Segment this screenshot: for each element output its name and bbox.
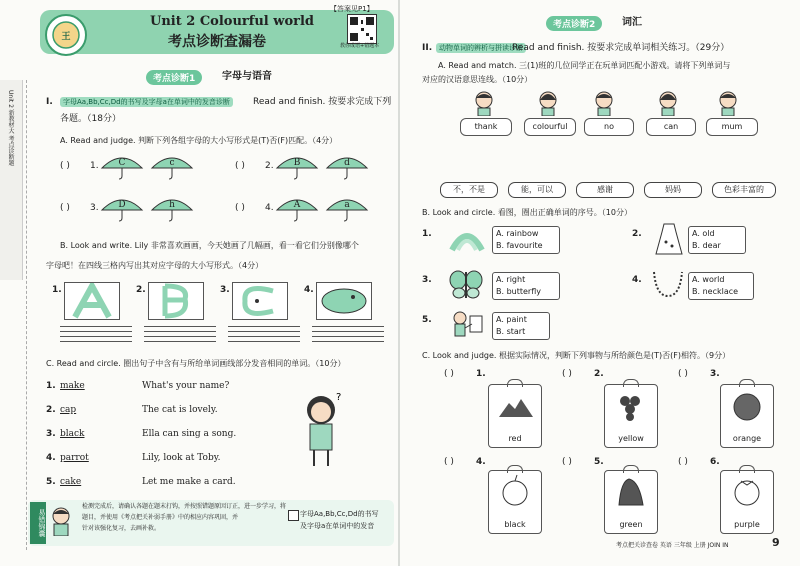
drawing-c <box>232 282 288 320</box>
umbrella-icon: A <box>275 196 319 222</box>
section-c-items <box>46 378 286 498</box>
side-strip <box>0 80 23 280</box>
item-number: 4. <box>632 275 642 285</box>
kid-icon <box>472 90 496 116</box>
writing-lines[interactable] <box>228 326 300 346</box>
item-number: 5. <box>46 477 56 487</box>
option-box[interactable]: A. right B. butterfly <box>492 272 560 300</box>
drawing-a <box>64 282 120 320</box>
painting-kid-icon <box>450 310 484 338</box>
item-number: 1. <box>422 229 432 239</box>
answer-tag: 【答案见P1】 <box>330 5 374 13</box>
match-word[interactable]: colourful <box>524 118 576 136</box>
girl-illustration <box>296 390 346 470</box>
item-number: 2. <box>594 369 604 379</box>
item-card: yellow <box>604 384 658 448</box>
section-title: 词汇 <box>622 17 642 28</box>
section-a-label: A. Read and judge. 判断下列各组字母的大小写形式是(T)否(F)匹配。（4分） <box>60 136 338 145</box>
binding-line <box>26 80 28 550</box>
sentence[interactable]: Ella can sing a song. <box>142 429 237 439</box>
given-word: make <box>60 381 85 391</box>
part-number: II. <box>422 43 433 53</box>
option-box[interactable]: A. paint B. start <box>492 312 550 340</box>
right-page <box>400 0 800 566</box>
butterfly-icon <box>448 268 484 300</box>
svg-text:?: ? <box>336 392 342 403</box>
answer-paren[interactable]: ( ) <box>444 369 454 379</box>
match-meaning[interactable]: 感谢 <box>576 182 634 198</box>
given-word: cap <box>60 405 77 415</box>
item-number: 3. <box>422 275 432 285</box>
writing-lines[interactable] <box>312 326 384 346</box>
match-meaning[interactable]: 能，可以 <box>508 182 566 198</box>
umbrella-icon: d <box>325 154 369 180</box>
item-number: 2. <box>265 161 274 171</box>
item-number: 3. <box>46 429 56 439</box>
section-a-label-2: 对应的汉语意思连线。（10分） <box>422 75 533 84</box>
item-number: 4. <box>304 285 314 295</box>
item-number: 5. <box>594 457 604 467</box>
section-b-label-2: 字母吧！在四线三格内写出其对应字母的大小写形式。（4分） <box>46 261 264 270</box>
writing-lines[interactable] <box>144 326 216 346</box>
item-number: 2. <box>136 285 146 295</box>
section-badge: 考点诊断1 <box>146 70 202 85</box>
match-meaning[interactable]: 色彩丰富的 <box>712 182 776 198</box>
given-word: black <box>60 429 85 439</box>
match-meaning[interactable]: 不，不是 <box>440 182 498 198</box>
page-number: 9 <box>772 536 780 549</box>
unit-title: Unit 2 Colourful world <box>150 14 315 29</box>
svg-text:王: 王 <box>61 32 71 42</box>
item-number: 5. <box>422 315 432 325</box>
part-instruction: Read and finish. 按要求完成下列 <box>253 97 392 107</box>
section-b-label: B. Look and circle. 看图，圈出正确单词的序号。（10分） <box>422 208 632 217</box>
sentence[interactable]: What's your name? <box>142 381 230 391</box>
item-number: 1. <box>476 369 486 379</box>
item-number: 4. <box>476 457 486 467</box>
boy-icon <box>48 506 74 536</box>
rainbow-icon <box>448 226 486 252</box>
sentence[interactable]: The cat is lovely. <box>142 405 218 415</box>
match-word[interactable]: mum <box>706 118 758 136</box>
drawing-d <box>316 282 372 320</box>
sentence[interactable]: Let me make a card. <box>142 477 236 487</box>
answer-paren[interactable]: ( ) <box>562 369 572 379</box>
page-title: 考点诊断查漏卷 <box>168 34 266 50</box>
kid-icon <box>716 90 740 116</box>
part-number: I. <box>46 97 53 107</box>
option-box[interactable]: A. rainbow B. favourite <box>492 226 560 254</box>
option-box[interactable]: A. world B. necklace <box>688 272 754 300</box>
item-card: purple <box>720 470 774 534</box>
answer-paren[interactable]: ( ) <box>235 203 245 213</box>
given-word: cake <box>60 477 82 487</box>
side-text: Unit 2 新教材大 考点诊断题 <box>7 90 14 166</box>
section-badge: 考点诊断2 <box>546 16 602 31</box>
section-a-items <box>60 154 390 234</box>
item-card: red <box>488 384 542 448</box>
section-c-label: C. Look and judge. 根据实际情况，判断下列事物与所给颜色是(T)否(F)相符。（9分） <box>422 351 731 360</box>
section-c-label: C. Read and circle. 圈出句子中含有与所给单词画线部分发音相同的单词。（10分） <box>46 359 346 368</box>
qr-code <box>347 14 377 44</box>
checkbox-label-2: 及字母a在单词中的发音 <box>300 522 375 530</box>
answer-paren[interactable]: ( ) <box>562 457 572 467</box>
item-number: 1. <box>90 161 99 171</box>
given-word: parrot <box>60 453 89 463</box>
drawing-b <box>148 282 204 320</box>
sentence[interactable]: Lily, look at Toby. <box>142 453 221 463</box>
match-meaning[interactable]: 妈妈 <box>644 182 702 198</box>
section-b-label: B. Look and write. Lily 非常喜欢画画，今天她画了几幅画，看一看它们分别像哪个 <box>60 241 359 250</box>
answer-paren[interactable]: ( ) <box>235 161 245 171</box>
umbrella-icon: h <box>150 196 194 222</box>
item-card: black <box>488 470 542 534</box>
tips-label: 易错锦囊 <box>30 502 46 544</box>
item-number: 3. <box>710 369 720 379</box>
item-number: 6. <box>710 457 720 467</box>
tips-line-2: 题目，并使用《考点把关补弱手册》中的相应内容巩固，并 <box>82 514 239 521</box>
item-number: 3. <box>90 203 99 213</box>
umbrella-icon: B <box>275 154 319 180</box>
item-number: 3. <box>220 285 230 295</box>
logo <box>45 14 87 56</box>
option-box[interactable]: A. old B. dear <box>688 226 746 254</box>
answer-paren[interactable]: ( ) <box>678 369 688 379</box>
kid-icon <box>536 90 560 116</box>
section-a-label: A. Read and match. 三(1)班的几位同学正在玩单词匹配小游戏。请将下列单词与 <box>438 61 731 70</box>
tips-line-1: 检测完成后，请确认各题在题末打钩，并按照错题原因订正，进一步学习，将 <box>82 503 287 510</box>
part-highlight: 动物单词的辨析与拼读诊断 <box>436 43 526 53</box>
item-number: 2. <box>46 405 56 415</box>
item-number: 1. <box>52 285 62 295</box>
answer-paren[interactable]: ( ) <box>60 161 70 171</box>
checkbox-label: 字母Aa,Bb,Cc,Dd的书写 <box>300 510 379 518</box>
match-word[interactable]: no <box>584 118 634 136</box>
writing-lines[interactable] <box>60 326 132 346</box>
answer-paren[interactable]: ( ) <box>444 457 454 467</box>
umbrella-icon: C <box>100 154 144 180</box>
tips-line-3: 针对该强化复习，去画补救。 <box>82 525 161 532</box>
section-title: 字母与语音 <box>222 71 272 82</box>
item-card: orange <box>720 384 774 448</box>
kid-icon <box>656 90 680 116</box>
checkbox[interactable] <box>288 510 299 521</box>
item-number: 4. <box>46 453 56 463</box>
part-instruction: Read and finish. 按要求完成单词相关练习。（29分） <box>512 43 730 53</box>
kid-icon <box>592 90 616 116</box>
answer-paren[interactable]: ( ) <box>678 457 688 467</box>
item-number: 2. <box>632 229 642 239</box>
umbrella-icon: a <box>325 196 369 222</box>
part-instruction-2: 各题。（18分） <box>60 114 121 124</box>
item-number: 1. <box>46 381 56 391</box>
answer-paren[interactable]: ( ) <box>60 203 70 213</box>
item-number: 4. <box>265 203 274 213</box>
item-card: green <box>604 470 658 534</box>
footer-text: 考点把关诊查卷 英语 三年级 上册 JOIN IN <box>616 542 729 549</box>
umbrella-icon: c <box>150 154 194 180</box>
match-word[interactable]: can <box>646 118 696 136</box>
dress-icon <box>654 222 684 256</box>
umbrella-icon: D <box>100 196 144 222</box>
part-highlight: 字母Aa,Bb,Cc,Dd的书写及字母a在单词中的发音诊断 <box>60 97 233 107</box>
match-word[interactable]: thank <box>460 118 512 136</box>
necklace-icon <box>650 268 686 300</box>
qr-caption: 教你成语+错题本 <box>340 43 380 49</box>
